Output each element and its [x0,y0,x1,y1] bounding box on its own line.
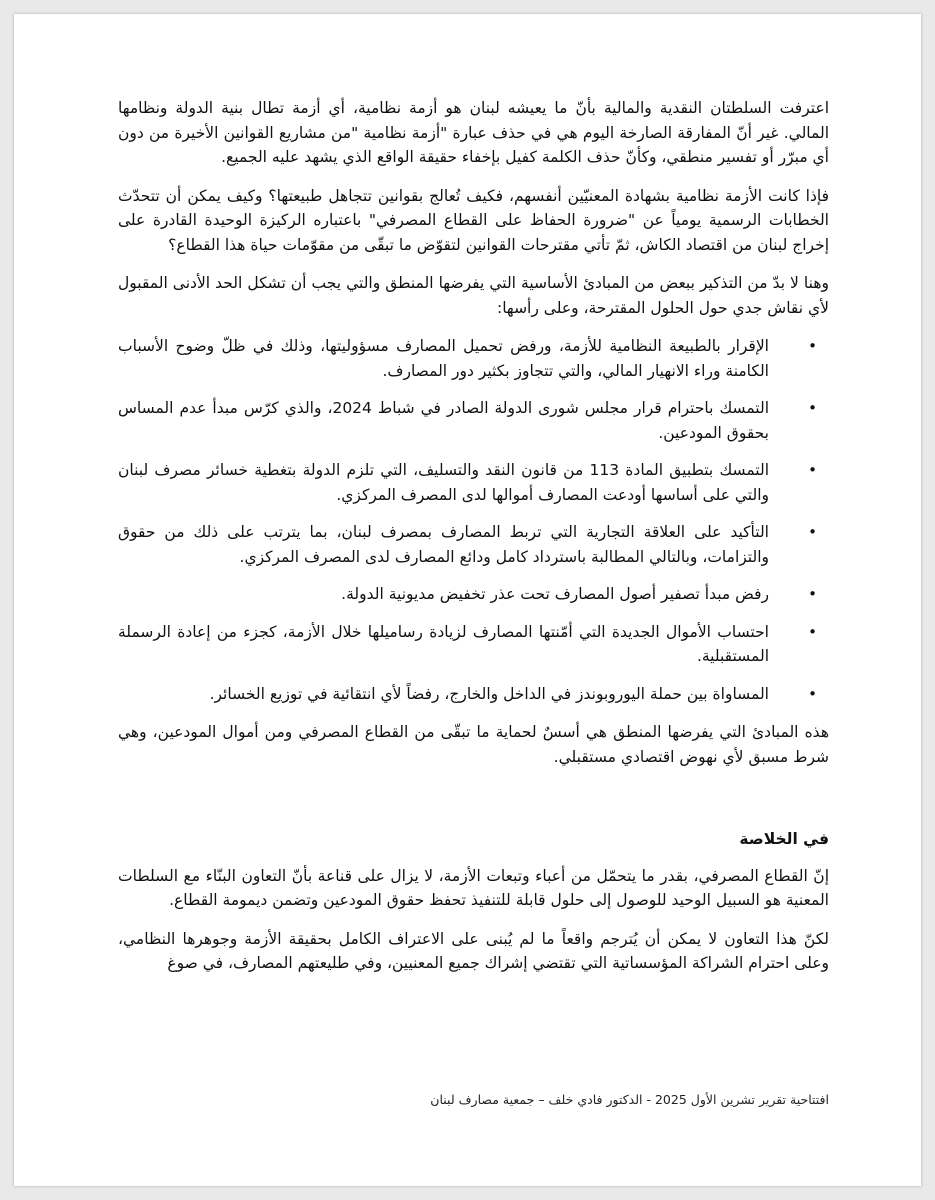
paragraph-3: وهنا لا بدّ من التذكير ببعض من المبادئ الأساسية التي يفرضها المنطق والتي يجب أن تشكل الحد الأدنى المقبول لأي نقاش جدي حول الحلول المقترحة، وعلى رأسها: [118,274,829,317]
list-item [118,334,829,383]
bullet-icon: • [808,523,817,541]
bullet-icon: • [808,337,817,355]
paragraph-6: لكنّ هذا التعاون لا يمكن أن يُترجم واقعاً ما لم يُبنى على الاعتراف الكامل بحقيقة الأزمة وجوهرها النظامي، وعلى احترام الشراكة المؤسساتية التي تقتضي إشراك جميع المعنيين، وفي طليعتهم المصارف، في صوغ [118,929,829,972]
list-item-text: رفض مبدأ تصفير أصول المصارف تحت عذر تخفيض مديونية الدولة. [341,585,769,603]
list-item-text: التمسك باحترام قرار مجلس شورى الدولة الصادر في شباط 2024، والذي كرّس مبدأ عدم المساس بحقوق المودعين. [118,399,769,442]
list-item-text: احتساب الأموال الجديدة التي أمّنتها المصارف لزيادة رساميلها خلال الأزمة، كجزء من إعادة الرسملة المستقبلية. [118,622,769,665]
bullet-icon: • [808,585,817,603]
list-item [118,520,829,569]
page-footer: افتتاحية تقرير تشرين الأول 2025 - الدكتور فادي خلف – جمعية مصارف لبنان [430,1092,829,1107]
bullet-icon: • [808,622,817,641]
list-item [118,458,829,507]
list-item-text: المساواة بين حملة اليوروبوندز في الداخل والخارج، رفضاً لأي انتقائية في توزيع الخسائر. [209,684,769,703]
list-item-text: الإقرار بالطبيعة النظامية للأزمة، ورفض تحميل المصارف مسؤوليتها، وذلك في ظلّ وضوح الأسباب الكامنة وراء الانهيار المالي، والتي تتجاوز بكثير دور المصارف. [118,337,769,380]
paragraph-2: فإذا كانت الأزمة نظامية بشهادة المعنيّين أنفسهم، فكيف تُعالج بقوانين تتجاهل طبيعتها؟ وكيف يمكن أن تتحدّث الخطابات الرسمية يومياً عن "ضرورة الحفاظ على القطاع المصرفي" باعتباره الركيزة الوحيدة القادرة على إخراج لبنان من اقتصاد الكاش، ثمّ تأتي مقترحات القوانين لتقوّض ما تبقّى من مقوّمات حياة هذا القطاع؟ [118,186,829,254]
document-page [14,14,921,1186]
section-heading: في الخلاصة [739,830,829,848]
list-item-text: التأكيد على العلاقة التجارية التي تربط المصارف بمصرف لبنان، بما يترتب على ذلك من حقوق والتزامات، وبالتالي المطالبة باسترداد كامل ودائع المصارف لدى المصرف المركزي. [118,523,769,566]
list-item [118,682,829,707]
list-item-text: التمسك بتطبيق المادة 113 من قانون النقد والتسليف، التي تلزم الدولة بتغطية خسائر مصرف لبنان والتي على أساسها أودعت المصارف أموالها لدى المصرف المركزي. [118,461,770,504]
paragraph-5: إنّ القطاع المصرفي، بقدر ما يتحمّل من أعباء وتبعات الأزمة، لا يزال على قناعة بأنّ التعاون البنّاء مع السلطات المعنية هو السبيل الوحيد للوصول إلى حلول قابلة للتنفيذ تحفظ حقوق المودعين وتضمن ديمومة القطاع. [118,866,829,909]
list-item [118,582,829,607]
principles-list [118,334,829,706]
bullet-icon: • [808,684,817,703]
list-item [118,396,829,445]
bullet-icon: • [808,399,817,417]
document-body [118,96,829,990]
list-item [118,620,829,669]
paragraph-4: هذه المبادئ التي يفرضها المنطق هي أسسٌ لحماية ما تبقّى من القطاع المصرفي ومن أموال المودعين، وهي شرط مسبق لأي نهوض اقتصادي مستقبلي. [118,723,829,766]
paragraph-1: اعترفت السلطتان النقدية والمالية بأنّ ما يعيشه لبنان هو أزمة نظامية، أي أزمة تطال بنية الدولة ونظامها المالي. غير أنّ المفارقة الصارخة اليوم هي في حذف عبارة "أزمة نظامية "من مشاريع القوانين الأخيرة من دون أي مبرّر أو تفسير منطقي، وكأنّ حذف الكلمة كفيل بإخفاء حقيقة الواقع الذي يشهد عليه الجميع. [118,99,829,166]
bullet-icon: • [808,461,817,479]
